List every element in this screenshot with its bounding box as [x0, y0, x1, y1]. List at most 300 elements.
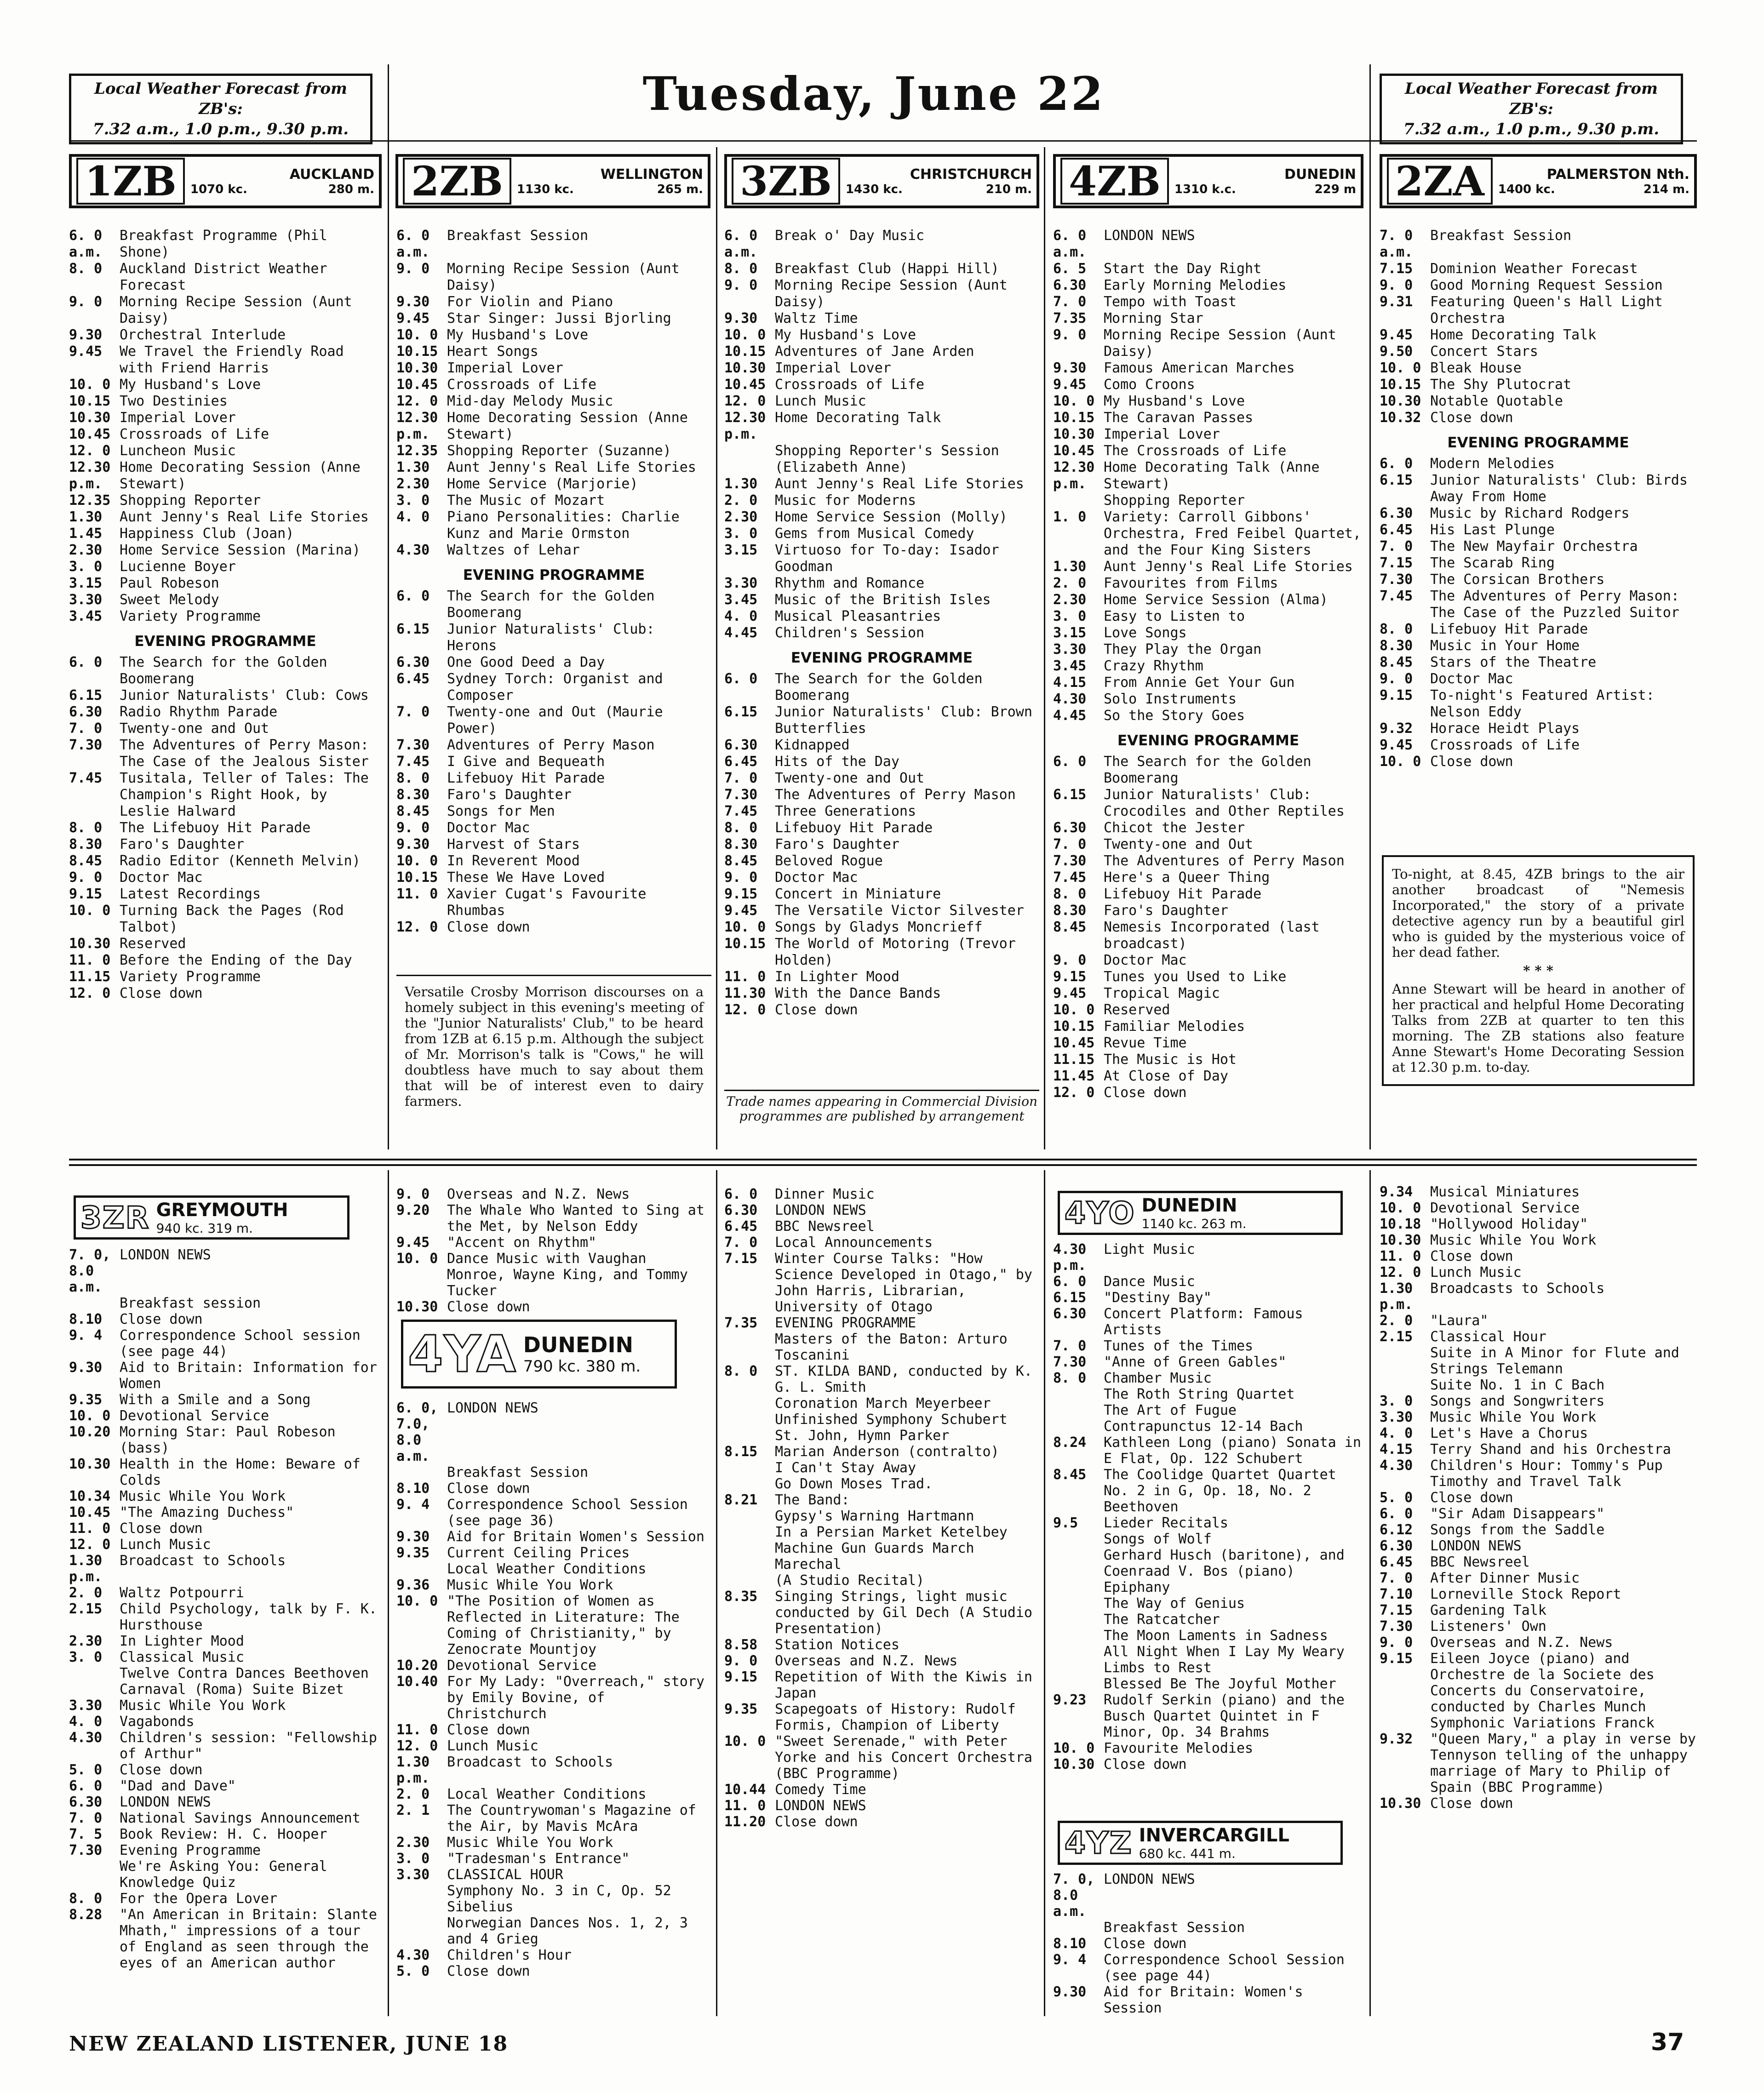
programme-time: 8. 0 [396, 770, 430, 786]
programme-title: Variety: Carroll Gibbons' Orchestra, Fred Feibel Quartet, and the Four King Sisters [1104, 509, 1361, 558]
programme-time [724, 1524, 775, 1540]
list-item [69, 903, 382, 936]
programme-list [1380, 228, 1697, 426]
programme-time: 9.45 [396, 310, 430, 326]
programme-time: 10.15 [1380, 377, 1421, 393]
programme-time: 6.30 [1053, 820, 1087, 836]
programme-title: From Annie Get Your Gun [1104, 674, 1295, 691]
list-item [1053, 1035, 1363, 1052]
list-item [1053, 1740, 1363, 1756]
programme-time: 10. 0 [396, 1593, 438, 1609]
programme-time: 9. 4 [396, 1497, 430, 1513]
programme-title: The Adventures of Perry Mason: The Case of the Jealous Sister [120, 737, 369, 770]
programme-time: 7. 0 [1053, 836, 1087, 852]
list-item [1380, 1586, 1697, 1602]
weather-title: Local Weather Forecast from ZB's: [1404, 80, 1658, 118]
programme-title: EVENING PROGRAMME [775, 1315, 916, 1331]
programme-title: Shopping Reporter [120, 492, 261, 509]
list-item [396, 1883, 711, 1915]
list-item [396, 1722, 711, 1738]
list-item [1053, 820, 1363, 836]
programme-title: Music While You Work [120, 1698, 286, 1714]
programme-time: 1.30 p.m. [396, 1754, 430, 1786]
list-item [1380, 377, 1697, 393]
list-item [724, 1412, 1039, 1428]
programme-title: Junior Naturalists' Club: Cows [120, 687, 369, 703]
programme-title: Aid for Britain Women's Session [447, 1529, 704, 1545]
programme-title: I Can't Stay Away [775, 1460, 916, 1476]
programme-time: 9.15 [1380, 1651, 1413, 1667]
programme-title: Adventures of Perry Mason [447, 737, 655, 753]
programme-title: Crossroads of Life [775, 377, 925, 393]
list-item [1380, 671, 1697, 687]
programme-title: Music for Moderns [775, 492, 916, 509]
programme-time: 10. 0 [1053, 393, 1095, 409]
programme-title: Comedy Time [775, 1782, 866, 1798]
programme-title: Twenty-one and Out [775, 770, 925, 786]
programme-title: Imperial Lover [1104, 426, 1220, 442]
programme-title: "Dad and Dave" [120, 1778, 236, 1794]
weather-box-right [1380, 74, 1683, 144]
programme-title: Sydney Torch: Organist and Composer [447, 671, 663, 703]
list-item [69, 1247, 382, 1295]
list-item [69, 1907, 382, 1971]
programme-title: Breakfast Session [447, 228, 589, 244]
programme-time [724, 1412, 775, 1428]
programme-title: Songs and Songwriters [1430, 1393, 1605, 1409]
programme-time: 6. 0 [69, 1778, 103, 1794]
column-rule [1369, 64, 1371, 1149]
programme-title: Unfinished Symphony Schubert [775, 1412, 1008, 1428]
list-item [396, 836, 711, 853]
programme-title: The Shy Plutocrat [1430, 377, 1572, 393]
list-item [1380, 1184, 1697, 1200]
list-item [1053, 592, 1363, 608]
programme-title: Classical Music [120, 1649, 244, 1665]
station-city: INVERCARGILL [1139, 1824, 1289, 1846]
evening-list [69, 654, 382, 1002]
list-item [396, 754, 711, 770]
programme-time: 3. 0 [724, 526, 758, 542]
programme-title: Break o' Day Music [775, 228, 925, 244]
programme-time: 2. 0 [724, 492, 758, 509]
programme-list [1053, 228, 1363, 724]
programme-title: Child Psychology, talk by F. K. Hursthouse [120, 1601, 377, 1633]
programme-time: 10.15 [396, 869, 438, 886]
programme-title: Modern Melodies [1430, 456, 1555, 472]
programme-title: Dance Music with Vaughan Monroe, Wayne King, and Tommy Tucker [447, 1251, 688, 1299]
list-item [1053, 1354, 1363, 1370]
station-header-2zb [395, 154, 710, 208]
programme-title: With the Dance Bands [775, 985, 941, 1001]
programme-title: Breakfast Session [1104, 1920, 1245, 1936]
list-item [724, 770, 1039, 787]
programme-time: 12.30 p.m. [1053, 459, 1095, 492]
list-item [396, 377, 711, 393]
programme-time [1380, 1345, 1430, 1377]
programme-title: BBC Newsreel [775, 1218, 875, 1235]
list-item [1380, 555, 1697, 572]
programme-time [1053, 1612, 1104, 1628]
programme-title: Music While You Work [1430, 1409, 1597, 1425]
list-item [724, 1733, 1039, 1782]
programme-time: 9.45 [1380, 737, 1413, 753]
station-m: 210 m. [985, 182, 1032, 196]
programme-title: Junior Naturalists' Club: Herons [447, 621, 655, 654]
list-item [724, 1524, 1039, 1540]
programme-title: Crossroads of Life [447, 377, 597, 393]
programme-time [724, 1395, 775, 1412]
list-item [1053, 1644, 1363, 1676]
nemesis-note: To-night, at 8.45, 4ZB brings to the air another broadcast of "Nemesis Incorporated," the story of a private detective agency run by a beautiful girl who is guided by the mysterious voice of her dead father. [1392, 866, 1684, 960]
programme-time: 10.30 [1380, 1795, 1421, 1812]
programme-time: 4.30 [69, 1730, 103, 1746]
programme-title: Lieder Recitals [1104, 1515, 1228, 1531]
list-item [1053, 1052, 1363, 1068]
programme-time: 3.30 [724, 575, 758, 591]
programme-title: Crossroads of Life [120, 426, 269, 442]
programme-time: 7.30 [69, 1842, 103, 1858]
list-item [1380, 654, 1697, 671]
list-item [1053, 1756, 1363, 1772]
programme-time: 9. 0 [1053, 952, 1087, 968]
programme-time: 9.45 [1053, 377, 1087, 393]
programme-title: The Search for the Golden Boomerang [120, 654, 327, 687]
list-item [724, 1572, 1039, 1589]
list-item [1380, 720, 1697, 737]
list-item [396, 1963, 711, 1979]
station-kc: 1430 kc. [845, 182, 903, 196]
programme-title: Listeners' Own [1430, 1618, 1546, 1635]
programme-title: The Art of Fugue [1104, 1402, 1237, 1418]
list-item [724, 803, 1039, 820]
programme-title: Epiphany [1104, 1579, 1170, 1595]
programme-title: The New Mayfair Orchestra [1430, 538, 1638, 554]
programme-title: LONDON NEWS [1104, 1871, 1195, 1887]
programme-time: 8.45 [1053, 1467, 1087, 1483]
programme-time: 8.24 [1053, 1435, 1087, 1451]
programme-title: Devotional Service [447, 1658, 597, 1674]
programme-time: 7.30 [69, 737, 103, 753]
list-item [1380, 1570, 1697, 1586]
programme-title: Close down [775, 1002, 858, 1018]
programme-title: Adventures of Jane Arden [775, 343, 974, 360]
programme-time: 10.15 [724, 936, 766, 952]
programme-time: 9.30 [724, 310, 758, 326]
programme-title: The Lifebuoy Hit Parade [120, 820, 311, 836]
list-item [1380, 687, 1697, 720]
programme-time: 7.15 [1380, 261, 1413, 277]
programme-title: For Violin and Piano [447, 294, 613, 310]
programme-time: 3.30 [396, 1867, 430, 1883]
list-item [1053, 1338, 1363, 1354]
programme-time [69, 1858, 120, 1891]
programme-title: Beloved Rogue [775, 853, 883, 869]
list-item [69, 1520, 382, 1537]
list-item [396, 492, 711, 509]
programme-title: Shopping Reporter [1104, 492, 1245, 509]
list-item [724, 836, 1039, 853]
list-item [1380, 360, 1697, 377]
programme-list [724, 1186, 1039, 1830]
list-item [69, 1311, 382, 1327]
list-item [1380, 261, 1697, 277]
programme-time [1053, 1920, 1104, 1936]
programme-title: Close down [120, 1311, 203, 1327]
list-item [724, 704, 1039, 737]
programme-time: 2.30 [396, 476, 430, 492]
programme-title: LONDON NEWS [1104, 228, 1195, 244]
programme-title: Waltz Time [775, 310, 858, 326]
station-city: AUCKLAND [289, 166, 374, 183]
programme-time: 10.20 [396, 1658, 438, 1674]
programme-title: Devotional Service [1430, 1200, 1580, 1216]
programme-time: 3.45 [69, 608, 103, 624]
programme-title: Machine Gun Guards March Marechal [775, 1540, 974, 1572]
list-item [396, 1545, 711, 1561]
station-city: DUNEDIN [523, 1332, 634, 1357]
list-item [1053, 1692, 1363, 1740]
list-item [1053, 1018, 1363, 1035]
programme-title: Turning Back the Pages (Rod Talbot) [120, 903, 344, 935]
programme-time: 9.15 [724, 1669, 758, 1685]
programme-time: 4.30 [1380, 1458, 1413, 1474]
programme-title: Solo Instruments [1104, 691, 1237, 707]
programme-time: 5. 0 [396, 1963, 430, 1979]
programme-title: Go Down Moses Trad. [775, 1476, 933, 1492]
list-item [724, 393, 1039, 410]
programme-time: 9.30 [1053, 360, 1087, 376]
programme-title: Tunes you Used to Like [1104, 969, 1287, 985]
list-item [724, 1186, 1039, 1202]
programme-title: Devotional Service [120, 1408, 269, 1424]
programme-title: Faro's Daughter [120, 836, 244, 852]
programme-time [1053, 1418, 1104, 1435]
programme-title: Marian Anderson (contralto) [775, 1444, 999, 1460]
programme-title: Symphonic Variations Franck [1430, 1715, 1655, 1731]
station-header-4zb [1053, 154, 1363, 208]
list-item [1053, 691, 1363, 708]
programme-time: 8. 0 [724, 820, 758, 836]
programme-title: Good Morning Request Session [1430, 277, 1663, 293]
list-item [396, 588, 711, 621]
programme-title: They Play the Organ [1104, 641, 1262, 657]
programme-title: The Coolidge Quartet Quartet No. 2 in G, Op. 18, No. 2 Beethoven [1104, 1467, 1336, 1515]
programme-time: 7. 0, 8.0 a.m. [1053, 1871, 1095, 1920]
programme-title: Variety Programme [120, 969, 261, 985]
header-rule [69, 140, 1697, 142]
programme-title: "Accent on Rhythm" [447, 1235, 597, 1251]
list-item [724, 671, 1039, 704]
list-item [724, 509, 1039, 526]
list-item [69, 343, 382, 377]
programme-time: 3.30 [69, 1698, 103, 1714]
programme-time: 12.30 p.m. [69, 459, 111, 492]
programme-time: 9.34 [1380, 1184, 1413, 1200]
list-item [1053, 787, 1363, 820]
programme-time: 7. 0, 8.0 a.m. [69, 1247, 111, 1295]
programme-time: 9.15 [724, 886, 758, 902]
programme-title: Broadcast to Schools [120, 1553, 286, 1569]
list-item [69, 704, 382, 720]
programme-title: The Music is Hot [1104, 1052, 1237, 1068]
programme-time: 10. 0 [69, 377, 111, 393]
programme-time [69, 1295, 120, 1311]
programme-title: Chicot the Jester [1104, 820, 1245, 836]
list-item [724, 1235, 1039, 1251]
programme-title: Como Croons [1104, 377, 1195, 393]
list-item [69, 608, 382, 625]
list-item [1380, 1200, 1697, 1216]
programme-title: Featuring Queen's Hall Light Orchestra [1430, 294, 1663, 326]
programme-time: 9.45 [396, 1235, 430, 1251]
programme-title: Morning Recipe Session (Aunt Daisy) [447, 261, 680, 293]
programme-title: Doctor Mac [1104, 952, 1187, 968]
programme-time: 6.30 [1053, 277, 1087, 293]
programme-title: Contrapunctus 12-14 Bach [1104, 1418, 1303, 1435]
programme-time: 4.15 [1053, 674, 1087, 691]
list-item [1380, 1216, 1697, 1232]
programme-time: 12.30 p.m. [724, 410, 766, 442]
programme-title: Music While You Work [1430, 1232, 1597, 1248]
station-city: WELLINGTON [600, 166, 703, 183]
programme-time: 10. 0 [1053, 1740, 1095, 1756]
list-item [724, 1540, 1039, 1572]
list-item [396, 1786, 711, 1802]
programme-title: Faro's Daughter [775, 836, 899, 852]
programme-title: Broadcast to Schools [447, 1754, 613, 1770]
list-item [1380, 1345, 1697, 1377]
station-header-3zb [724, 154, 1039, 208]
programme-title: Overseas and N.Z. News [1430, 1635, 1613, 1651]
column-rule [388, 1170, 389, 2016]
programme-time: 6.45 [724, 754, 758, 770]
list-item [1380, 410, 1697, 426]
list-item [724, 1202, 1039, 1218]
list-item [69, 853, 382, 869]
programme-time: 6.15 [1053, 1290, 1087, 1306]
programme-time: 8.15 [724, 1444, 758, 1460]
schedule-4yz [1053, 1871, 1363, 2016]
list-item [724, 1002, 1039, 1018]
list-item [1053, 1531, 1363, 1547]
list-item [69, 820, 382, 836]
programme-time: 1. 0 [1053, 509, 1087, 525]
list-item [1053, 277, 1363, 294]
list-item [724, 592, 1039, 608]
list-item [396, 1658, 711, 1674]
programme-title: Reserved [1104, 1002, 1170, 1018]
programme-time [1053, 1644, 1104, 1676]
list-item [1053, 919, 1363, 952]
programme-time: 2. 0 [1380, 1313, 1413, 1329]
station-header-4ya [401, 1320, 677, 1389]
list-item [1053, 853, 1363, 869]
programme-title: Tusitala, Teller of Tales: The Champion's Right Hook, by Leslie Halward [120, 770, 369, 819]
programme-time: 10.44 [724, 1782, 766, 1798]
programme-time: 4. 0 [396, 509, 430, 525]
programme-time: 8.30 [1053, 903, 1087, 919]
programme-time [396, 1883, 447, 1915]
programme-time: 3.15 [724, 542, 758, 558]
programme-title: In a Persian Market Ketelbey [775, 1524, 1008, 1540]
programme-time: 4. 0 [69, 1714, 103, 1730]
list-item [1053, 575, 1363, 592]
list-item [724, 1637, 1039, 1653]
programme-time: 10.15 [69, 393, 111, 409]
programme-time: 11. 0 [724, 969, 766, 985]
list-item [396, 1529, 711, 1545]
programme-time [396, 1561, 447, 1577]
programme-title: The Search for the Golden Boomerang [447, 588, 655, 621]
programme-title: "An American in Britain: Slante Mhath," impressions of a tour of England as seen through the eyes of an American author [120, 1907, 377, 1971]
programme-time: 1.30 [396, 459, 430, 475]
programme-title: Gems from Musical Comedy [775, 526, 974, 542]
programme-title: Close down [1430, 1795, 1513, 1812]
programme-title: Latest Recordings [120, 886, 261, 902]
programme-title: Hits of the Day [775, 754, 899, 770]
programme-time: 10.18 [1380, 1216, 1421, 1232]
programme-title: Before the Ending of the Day [120, 952, 352, 968]
programme-title: Waltz Potpourri [120, 1585, 244, 1601]
station-header-4yz [1058, 1821, 1343, 1865]
note-rule [724, 1090, 1039, 1091]
programme-time: 10.45 [69, 1504, 111, 1520]
list-item [1053, 1241, 1363, 1274]
list-item [396, 310, 711, 327]
list-item [1053, 1085, 1363, 1101]
programme-time: 8.30 [724, 836, 758, 852]
programme-time [724, 443, 775, 476]
programme-title: St. John, Hymn Parker [775, 1428, 950, 1444]
list-item [69, 1456, 382, 1488]
list-item [396, 737, 711, 754]
programme-title: Morning Recipe Session (Aunt Daisy) [120, 294, 352, 326]
programme-time: 6.15 [724, 704, 758, 720]
list-item [724, 1798, 1039, 1814]
programme-time: 2. 1 [396, 1802, 430, 1818]
list-item [1380, 1651, 1697, 1715]
list-item [69, 592, 382, 608]
programme-time: 6. 0, 7.0, 8.0 a.m. [396, 1400, 438, 1464]
programme-time: 10.15 [1053, 410, 1095, 426]
programme-time: 10.30 [396, 1299, 438, 1315]
list-item [396, 261, 711, 294]
list-item [396, 671, 711, 704]
programme-title: We're Asking You: General Knowledge Quiz [120, 1858, 327, 1891]
programme-title: Blessed Be The Joyful Mother [1104, 1676, 1336, 1692]
schedule-2zb [396, 228, 711, 936]
call-sign: 3ZB [732, 158, 840, 205]
programme-title: Local Weather Conditions [447, 1786, 647, 1802]
list-item [1053, 360, 1363, 377]
programme-time: 11. 0 [1380, 1248, 1421, 1264]
programme-time: 8.10 [1053, 1936, 1087, 1952]
programme-title: Twelve Contra Dances Beethoven [120, 1665, 369, 1681]
list-item [724, 1492, 1039, 1508]
programme-title: The Search for the Golden Boomerang [1104, 754, 1312, 786]
programme-time: 10.20 [69, 1424, 111, 1440]
programme-title: Rhythm and Romance [775, 575, 925, 591]
programme-time: 11.15 [1053, 1052, 1095, 1068]
schedule-1zb [69, 228, 382, 1002]
programme-title: Here's a Queer Thing [1104, 869, 1270, 886]
list-item [69, 1360, 382, 1392]
programme-time: 6. 0 [1053, 1274, 1087, 1290]
programme-title: Correspondence School Session (see page 36) [447, 1497, 688, 1529]
programme-time: 9.45 [724, 903, 758, 919]
note-separator: * * * [1523, 963, 1553, 978]
